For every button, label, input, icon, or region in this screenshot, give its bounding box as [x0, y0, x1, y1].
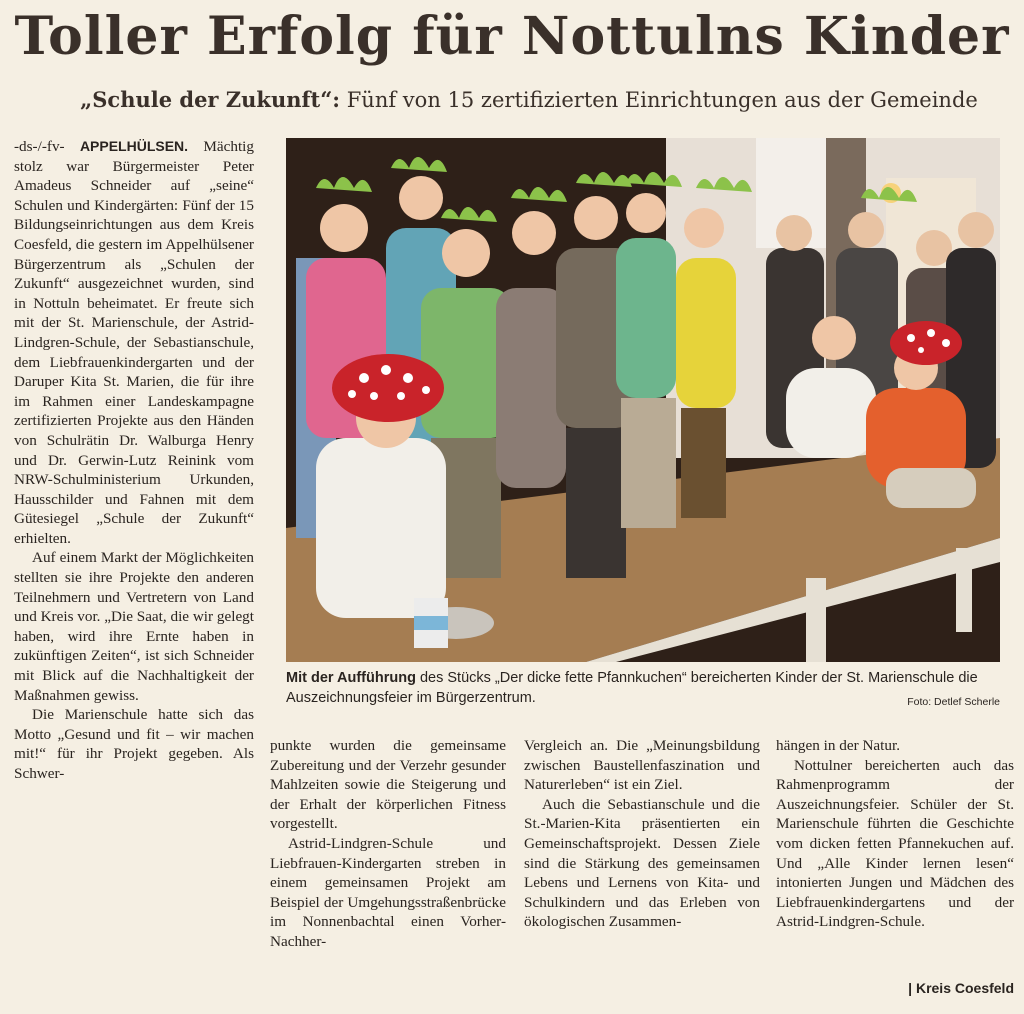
- subheadline-lead: „Schule der Zukunft“:: [80, 87, 341, 112]
- headline: Toller Erfolg für Nottulns Kinder: [14, 6, 1010, 67]
- subheadline: [0, 84, 1024, 116]
- caption-lead: Mit der Aufführung: [286, 670, 416, 686]
- article-column-4: [776, 736, 1014, 932]
- article-column-3: [524, 736, 760, 932]
- photo-caption: [286, 668, 1000, 708]
- paragraph: Nottulner bereicherten auch das Rahmenprogramm der Auszeichnungsfeier. Schüler der St. Marienschule führten die Geschichte vom dicken fetten Pfannekuchen auf. Und „Alle Kinder lernen lesen“ intonierten Jungen und Mädchen des Liebfrauenkindergartens und der Astrid-Lindgren-Schule.: [776, 756, 1014, 931]
- paragraph: Astrid-Lindgren-Schule und Liebfrauen-Kindergarten streben in einem gemeinsamen Projekt am Beispiel der Umgehungsstraßenbrücke im Nonnenbachtal einen Vorher-Nachher-: [270, 834, 506, 950]
- paragraph: Die Marienschule hatte sich das Motto „Gesund und fit – wir machen mit!“ für ihr Projekt gegeben. Als Schwer-: [14, 706, 254, 782]
- paragraph: -ds-/-fv- APPELHÜLSEN. Mächtig stolz war Bürgermeister Peter Amadeus Schneider auf „seine“ Schulen und Kindergärten: Fünf der 15 Bildungseinrichtungen aus dem Kreis Coesfeld, die gestern im Appelhülsener Bürgerzentrum als „Schulen der Zukunft“ ausgezeichnet wurden, sind in Nottuln beheimatet. Er freute sich mit der St. Marienschule, der Astrid-Lindgren-Schule, der Sebastianschule, dem Liebfrauenkindergarten und der Daruper Kita St. Marien, die für ihre im Rahmen einer Landeskampagne zertifizierten Projekte aus den Händen von Schulrätin Dr. Walburga Henry und Dr. Gerwin-Lutz Reinink vom NRW-Schulministerium Urkunden, Hausschilder und Fahnen mit dem Gütesiegel „Schule der Zukunft“ erhielten.: [14, 138, 254, 547]
- paragraph: punkte wurden die gemeinsame Zubereitung und der Verzehr gesunder Mahlzeiten sowie die Steigerung und der Erhalt der körperlichen Fitness vorgestellt.: [270, 737, 506, 833]
- dateline: -ds-/-fv- APPELHÜLSEN.: [14, 138, 189, 155]
- photo-credit: Foto: Detlef Scherle: [907, 696, 1000, 708]
- author-line: | Kreis Coesfeld: [908, 980, 1014, 996]
- paragraph: Vergleich an. Die „Meinungsbildung zwischen Baustellenfaszination und Naturerleben“ ist ein Ziel.: [524, 737, 760, 794]
- article-column-2: [270, 736, 506, 952]
- paragraph: Auch die Sebastianschule und die St.-Marien-Kita präsentierten ein Gemeinschaftsprojekt. Dessen Ziele sind die Stärkung des gemeinsamen Lebens und Lernens von Kita- und Schulkindern und das Erleben von ökologischen Zusammen-: [524, 795, 760, 931]
- caption-text: des Stücks „Der dicke fette Pfannkuchen“ bereicherten Kinder der St. Marienschule die Auszeichnungsfeier im Bürgerzentrum.: [286, 670, 978, 706]
- article-column-1: [14, 137, 254, 784]
- dateline-place: APPELHÜLSEN.: [79, 138, 189, 154]
- school-play-photo: [286, 138, 1000, 662]
- paragraph: hängen in der Natur.: [776, 737, 900, 754]
- subheadline-rest: Fünf von 15 zertifizierten Einrichtungen aus der Gemeinde: [340, 88, 978, 112]
- paragraph: Auf einem Markt der Möglichkeiten stellten sie ihre Projekte den anderen Teilnehmern und Vertretern von Land und Kreis vor. „Die Saat, die wir gelegt haben, wird ihre Ernte haben in zukünftigen Zeiten“, ist sich Schneider mit Blick auf die Nachhaltigkeit der Maßnahmen gewiss.: [14, 549, 254, 704]
- news-photo: [286, 138, 1000, 662]
